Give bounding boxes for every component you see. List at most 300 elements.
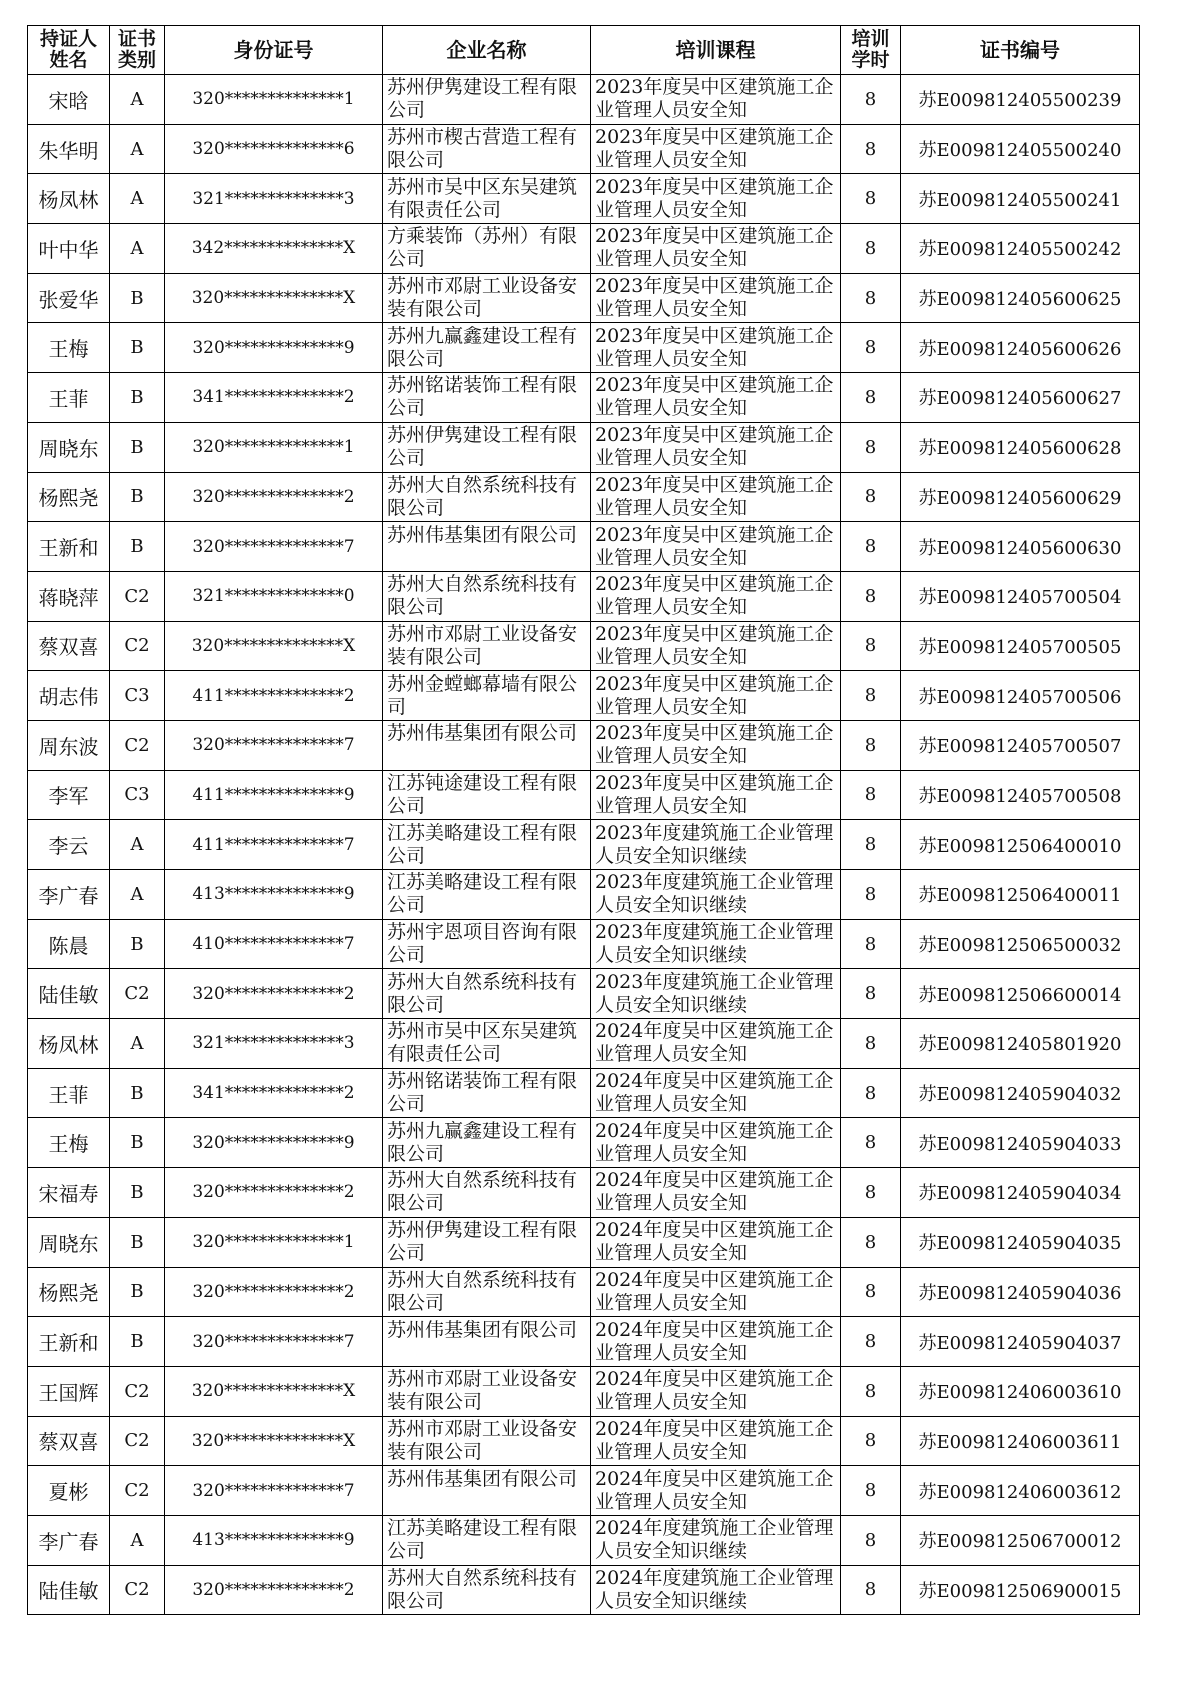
cell-hours: 8 bbox=[841, 919, 901, 969]
table-body bbox=[28, 75, 1140, 1615]
cell-course bbox=[591, 571, 841, 621]
cell-name: 杨熙尧 bbox=[28, 472, 110, 522]
cell-course-text: 2024年度吴中区建筑施工企业管理人员安全知 bbox=[595, 1467, 834, 1513]
cell-category: B bbox=[110, 522, 165, 572]
table-row bbox=[28, 1068, 1140, 1118]
cell-course-text: 2023年度吴中区建筑施工企业管理人员安全知 bbox=[595, 771, 834, 817]
cell-course-text: 2024年度吴中区建筑施工企业管理人员安全知 bbox=[595, 1119, 834, 1165]
cell-company bbox=[383, 75, 591, 125]
cell-course-text: 2024年度吴中区建筑施工企业管理人员安全知 bbox=[595, 1219, 834, 1265]
cell-company bbox=[383, 919, 591, 969]
cell-cert-no: 苏E009812506900015 bbox=[901, 1565, 1140, 1615]
cell-cert-no: 苏E009812405700508 bbox=[901, 770, 1140, 820]
cell-hours: 8 bbox=[841, 1317, 901, 1367]
cell-company bbox=[383, 1416, 591, 1466]
cell-id-number: 320**************7 bbox=[165, 522, 383, 572]
cell-id-number: 413**************9 bbox=[165, 870, 383, 920]
cell-course-text: 2024年度建筑施工企业管理人员安全知识继续 bbox=[595, 1566, 834, 1612]
cell-hours: 8 bbox=[841, 224, 901, 274]
cell-course-text: 2024年度吴中区建筑施工企业管理人员安全知 bbox=[595, 1169, 834, 1215]
cell-category: B bbox=[110, 1217, 165, 1267]
cell-course-text: 2023年度吴中区建筑施工企业管理人员安全知 bbox=[595, 672, 834, 718]
table-row bbox=[28, 720, 1140, 770]
cell-name: 李广春 bbox=[28, 1515, 110, 1565]
cell-category: B bbox=[110, 472, 165, 522]
cell-category: C2 bbox=[110, 571, 165, 621]
cell-id-number: 320**************7 bbox=[165, 1317, 383, 1367]
cell-company bbox=[383, 174, 591, 224]
cell-category: C3 bbox=[110, 770, 165, 820]
cell-company-text: 苏州市邓尉工业设备安装有限公司 bbox=[387, 622, 578, 668]
cell-course-text: 2024年度吴中区建筑施工企业管理人员安全知 bbox=[595, 1318, 834, 1364]
cell-company bbox=[383, 571, 591, 621]
cell-company-text: 江苏美略建设工程有限公司 bbox=[387, 871, 578, 917]
cell-hours: 8 bbox=[841, 820, 901, 870]
cell-id-number: 413**************9 bbox=[165, 1515, 383, 1565]
cell-name: 王菲 bbox=[28, 373, 110, 423]
header-row bbox=[28, 26, 1140, 75]
cell-course bbox=[591, 969, 841, 1019]
cell-name: 王梅 bbox=[28, 1118, 110, 1168]
cell-company-text: 苏州大自然系统科技有限公司 bbox=[387, 970, 578, 1016]
cell-cert-no: 苏E009812506500032 bbox=[901, 919, 1140, 969]
cell-course bbox=[591, 1416, 841, 1466]
cell-id-number: 341**************2 bbox=[165, 1068, 383, 1118]
header-category: 证书 类别 bbox=[110, 26, 165, 75]
cell-category: B bbox=[110, 1267, 165, 1317]
cell-hours: 8 bbox=[841, 1466, 901, 1516]
cell-course-text: 2024年度吴中区建筑施工企业管理人员安全知 bbox=[595, 1417, 834, 1463]
cell-hours: 8 bbox=[841, 671, 901, 721]
cell-company-text: 苏州大自然系统科技有限公司 bbox=[387, 1169, 578, 1215]
cell-hours: 8 bbox=[841, 472, 901, 522]
table-row bbox=[28, 522, 1140, 572]
cell-category: A bbox=[110, 224, 165, 274]
cell-hours: 8 bbox=[841, 1366, 901, 1416]
cell-course bbox=[591, 720, 841, 770]
cell-course-text: 2024年度吴中区建筑施工企业管理人员安全知 bbox=[595, 1020, 834, 1066]
header-id-number: 身份证号 bbox=[165, 26, 383, 75]
cell-company bbox=[383, 522, 591, 572]
cell-course bbox=[591, 1267, 841, 1317]
cell-company-text: 方乘装饰（苏州）有限公司 bbox=[387, 225, 578, 271]
cell-course-text: 2024年度吴中区建筑施工企业管理人员安全知 bbox=[595, 1268, 834, 1314]
cell-hours: 8 bbox=[841, 174, 901, 224]
cell-course bbox=[591, 224, 841, 274]
cell-name: 蔡双喜 bbox=[28, 1416, 110, 1466]
cell-name: 朱华明 bbox=[28, 124, 110, 174]
cell-company-text: 苏州伟基集团有限公司 bbox=[387, 1318, 578, 1341]
cell-cert-no: 苏E009812405600627 bbox=[901, 373, 1140, 423]
cell-company bbox=[383, 1068, 591, 1118]
cell-company bbox=[383, 1118, 591, 1168]
cell-name: 蔡双喜 bbox=[28, 621, 110, 671]
cell-company-text: 苏州伊隽建设工程有限公司 bbox=[387, 1219, 578, 1265]
table-row bbox=[28, 373, 1140, 423]
cell-company-text: 苏州市邓尉工业设备安装有限公司 bbox=[387, 1417, 578, 1463]
cell-name: 周晓东 bbox=[28, 1217, 110, 1267]
cell-company bbox=[383, 273, 591, 323]
cell-id-number: 320**************1 bbox=[165, 1217, 383, 1267]
cell-category: B bbox=[110, 323, 165, 373]
cell-category: A bbox=[110, 124, 165, 174]
table-row bbox=[28, 75, 1140, 125]
cell-hours: 8 bbox=[841, 522, 901, 572]
header-company: 企业名称 bbox=[383, 26, 591, 75]
cell-company-text: 苏州九赢鑫建设工程有限公司 bbox=[387, 324, 578, 370]
cell-cert-no: 苏E009812405904036 bbox=[901, 1267, 1140, 1317]
cell-course bbox=[591, 273, 841, 323]
cell-course-text: 2023年度吴中区建筑施工企业管理人员安全知 bbox=[595, 175, 834, 221]
cell-company-text: 江苏美略建设工程有限公司 bbox=[387, 821, 578, 867]
cell-company-text: 苏州伟基集团有限公司 bbox=[387, 722, 578, 745]
cell-id-number: 411**************9 bbox=[165, 770, 383, 820]
cell-hours: 8 bbox=[841, 323, 901, 373]
cell-company-text: 苏州宇恩项目咨询有限公司 bbox=[387, 921, 578, 967]
cell-cert-no: 苏E009812506700012 bbox=[901, 1515, 1140, 1565]
cell-id-number: 320**************2 bbox=[165, 472, 383, 522]
cell-name: 王梅 bbox=[28, 323, 110, 373]
cell-course bbox=[591, 870, 841, 920]
cell-company-text: 苏州市楔古营造工程有限公司 bbox=[387, 126, 578, 172]
table-row bbox=[28, 1217, 1140, 1267]
table-row bbox=[28, 1118, 1140, 1168]
cell-cert-no: 苏E009812506400011 bbox=[901, 870, 1140, 920]
table-row bbox=[28, 1317, 1140, 1367]
cell-company bbox=[383, 1565, 591, 1615]
cell-id-number: 320**************1 bbox=[165, 75, 383, 125]
cell-company-text: 苏州金螳螂幕墙有限公司 bbox=[387, 672, 578, 718]
cell-cert-no: 苏E009812405600630 bbox=[901, 522, 1140, 572]
cell-course bbox=[591, 1466, 841, 1516]
table-row bbox=[28, 969, 1140, 1019]
cell-cert-no: 苏E009812405600626 bbox=[901, 323, 1140, 373]
table-row bbox=[28, 1515, 1140, 1565]
cell-company bbox=[383, 720, 591, 770]
cell-category: C2 bbox=[110, 1416, 165, 1466]
cell-company bbox=[383, 1168, 591, 1218]
cell-cert-no: 苏E009812405904037 bbox=[901, 1317, 1140, 1367]
cell-hours: 8 bbox=[841, 1267, 901, 1317]
cell-hours: 8 bbox=[841, 1019, 901, 1069]
cell-category: C2 bbox=[110, 1565, 165, 1615]
cell-course-text: 2023年度吴中区建筑施工企业管理人员安全知 bbox=[595, 275, 834, 321]
cell-course-text: 2023年度吴中区建筑施工企业管理人员安全知 bbox=[595, 324, 834, 370]
cell-hours: 8 bbox=[841, 124, 901, 174]
cell-cert-no: 苏E009812405700505 bbox=[901, 621, 1140, 671]
cell-hours: 8 bbox=[841, 75, 901, 125]
cell-course-text: 2023年度吴中区建筑施工企业管理人员安全知 bbox=[595, 722, 834, 768]
cell-name: 陈晨 bbox=[28, 919, 110, 969]
cell-course bbox=[591, 323, 841, 373]
cell-category: C2 bbox=[110, 621, 165, 671]
cell-company bbox=[383, 870, 591, 920]
cell-id-number: 320**************9 bbox=[165, 1118, 383, 1168]
cell-category: C2 bbox=[110, 720, 165, 770]
table-row bbox=[28, 571, 1140, 621]
cell-id-number: 320**************2 bbox=[165, 969, 383, 1019]
cell-hours: 8 bbox=[841, 422, 901, 472]
cell-id-number: 341**************2 bbox=[165, 373, 383, 423]
cell-name: 张爱华 bbox=[28, 273, 110, 323]
cell-category: B bbox=[110, 373, 165, 423]
cell-company bbox=[383, 820, 591, 870]
cell-company bbox=[383, 1217, 591, 1267]
cell-course-text: 2023年度吴中区建筑施工企业管理人员安全知 bbox=[595, 424, 834, 470]
cell-company-text: 苏州市邓尉工业设备安装有限公司 bbox=[387, 275, 578, 321]
cell-cert-no: 苏E009812405700504 bbox=[901, 571, 1140, 621]
cell-company bbox=[383, 1267, 591, 1317]
cell-course bbox=[591, 919, 841, 969]
cell-hours: 8 bbox=[841, 273, 901, 323]
cell-course-text: 2024年度建筑施工企业管理人员安全知识继续 bbox=[595, 1517, 834, 1563]
cell-company bbox=[383, 770, 591, 820]
table-row bbox=[28, 1019, 1140, 1069]
cell-id-number: 320**************7 bbox=[165, 1466, 383, 1516]
cell-name: 王菲 bbox=[28, 1068, 110, 1118]
cell-name: 周东波 bbox=[28, 720, 110, 770]
cell-name: 王新和 bbox=[28, 522, 110, 572]
cell-company bbox=[383, 224, 591, 274]
cell-name: 王新和 bbox=[28, 1317, 110, 1367]
cell-course-text: 2023年度吴中区建筑施工企业管理人员安全知 bbox=[595, 225, 834, 271]
cell-company-text: 江苏钝途建设工程有限公司 bbox=[387, 771, 578, 817]
table-row bbox=[28, 1565, 1140, 1615]
cell-name: 李云 bbox=[28, 820, 110, 870]
table-row bbox=[28, 621, 1140, 671]
cell-course bbox=[591, 820, 841, 870]
table-row bbox=[28, 273, 1140, 323]
cell-name: 杨凤林 bbox=[28, 174, 110, 224]
cell-course bbox=[591, 1565, 841, 1615]
cell-hours: 8 bbox=[841, 969, 901, 1019]
cell-name: 陆佳敏 bbox=[28, 1565, 110, 1615]
cell-name: 胡志伟 bbox=[28, 671, 110, 721]
cell-cert-no: 苏E009812405600628 bbox=[901, 422, 1140, 472]
cell-category: A bbox=[110, 870, 165, 920]
cell-id-number: 320**************1 bbox=[165, 422, 383, 472]
table-row bbox=[28, 174, 1140, 224]
cell-name: 叶中华 bbox=[28, 224, 110, 274]
cell-category: B bbox=[110, 1168, 165, 1218]
cell-company-text: 苏州大自然系统科技有限公司 bbox=[387, 573, 578, 619]
cell-hours: 8 bbox=[841, 1565, 901, 1615]
cell-hours: 8 bbox=[841, 1416, 901, 1466]
cell-category: B bbox=[110, 1317, 165, 1367]
cell-course-text: 2023年度吴中区建筑施工企业管理人员安全知 bbox=[595, 126, 834, 172]
cell-course bbox=[591, 1019, 841, 1069]
table-row bbox=[28, 770, 1140, 820]
cell-cert-no: 苏E009812405904033 bbox=[901, 1118, 1140, 1168]
cell-company bbox=[383, 373, 591, 423]
cell-course-text: 2023年度吴中区建筑施工企业管理人员安全知 bbox=[595, 573, 834, 619]
table-row bbox=[28, 671, 1140, 721]
cell-hours: 8 bbox=[841, 1168, 901, 1218]
cell-id-number: 320**************9 bbox=[165, 323, 383, 373]
cell-course bbox=[591, 1317, 841, 1367]
cell-company-text: 苏州市吴中区东吴建筑有限责任公司 bbox=[387, 175, 578, 221]
cell-name: 陆佳敏 bbox=[28, 969, 110, 1019]
cell-company bbox=[383, 1466, 591, 1516]
cell-hours: 8 bbox=[841, 870, 901, 920]
cell-course bbox=[591, 770, 841, 820]
cell-hours: 8 bbox=[841, 1068, 901, 1118]
cell-id-number: 320**************6 bbox=[165, 124, 383, 174]
table-row bbox=[28, 224, 1140, 274]
table-row bbox=[28, 1366, 1140, 1416]
cell-company bbox=[383, 472, 591, 522]
cell-id-number: 320**************X bbox=[165, 1366, 383, 1416]
cell-name: 宋晗 bbox=[28, 75, 110, 125]
cell-company-text: 苏州铭诺装饰工程有限公司 bbox=[387, 374, 578, 420]
cell-course bbox=[591, 621, 841, 671]
cell-id-number: 411**************2 bbox=[165, 671, 383, 721]
cell-cert-no: 苏E009812405600625 bbox=[901, 273, 1140, 323]
cell-company-text: 苏州铭诺装饰工程有限公司 bbox=[387, 1070, 578, 1116]
cell-course-text: 2023年度吴中区建筑施工企业管理人员安全知 bbox=[595, 473, 834, 519]
cell-company-text: 苏州九赢鑫建设工程有限公司 bbox=[387, 1119, 578, 1165]
cell-company bbox=[383, 621, 591, 671]
table-row bbox=[28, 1267, 1140, 1317]
table-row bbox=[28, 124, 1140, 174]
table-row bbox=[28, 1416, 1140, 1466]
cell-hours: 8 bbox=[841, 1118, 901, 1168]
table-row bbox=[28, 870, 1140, 920]
cell-company-text: 苏州市吴中区东吴建筑有限责任公司 bbox=[387, 1020, 578, 1066]
cell-course bbox=[591, 124, 841, 174]
header-hours: 培训 学时 bbox=[841, 26, 901, 75]
cell-id-number: 320**************X bbox=[165, 1416, 383, 1466]
cell-category: B bbox=[110, 1118, 165, 1168]
cell-category: B bbox=[110, 1068, 165, 1118]
cell-id-number: 411**************7 bbox=[165, 820, 383, 870]
cell-cert-no: 苏E009812406003612 bbox=[901, 1466, 1140, 1516]
cell-name: 杨凤林 bbox=[28, 1019, 110, 1069]
cell-cert-no: 苏E009812405700506 bbox=[901, 671, 1140, 721]
cell-name: 李广春 bbox=[28, 870, 110, 920]
cell-cert-no: 苏E009812506400010 bbox=[901, 820, 1140, 870]
cell-name: 宋福寿 bbox=[28, 1168, 110, 1218]
cell-hours: 8 bbox=[841, 373, 901, 423]
table-row bbox=[28, 919, 1140, 969]
cell-id-number: 320**************X bbox=[165, 621, 383, 671]
cell-category: B bbox=[110, 919, 165, 969]
cell-company-text: 苏州伊隽建设工程有限公司 bbox=[387, 76, 578, 122]
cell-company-text: 苏州伟基集团有限公司 bbox=[387, 523, 578, 546]
cell-name: 夏彬 bbox=[28, 1466, 110, 1516]
cell-company-text: 江苏美略建设工程有限公司 bbox=[387, 1517, 578, 1563]
cell-company-text: 苏州大自然系统科技有限公司 bbox=[387, 1566, 578, 1612]
cell-cert-no: 苏E009812405801920 bbox=[901, 1019, 1140, 1069]
cell-name: 蒋晓萍 bbox=[28, 571, 110, 621]
cell-id-number: 320**************2 bbox=[165, 1267, 383, 1317]
cell-id-number: 321**************3 bbox=[165, 174, 383, 224]
cell-course bbox=[591, 1168, 841, 1218]
cell-id-number: 321**************3 bbox=[165, 1019, 383, 1069]
cell-course bbox=[591, 1118, 841, 1168]
cell-id-number: 320**************2 bbox=[165, 1168, 383, 1218]
cell-category: B bbox=[110, 273, 165, 323]
cell-company bbox=[383, 323, 591, 373]
cell-category: C3 bbox=[110, 671, 165, 721]
cell-course bbox=[591, 75, 841, 125]
table-row bbox=[28, 472, 1140, 522]
cell-course-text: 2023年度吴中区建筑施工企业管理人员安全知 bbox=[595, 76, 834, 122]
cell-course-text: 2023年度吴中区建筑施工企业管理人员安全知 bbox=[595, 374, 834, 420]
cell-category: B bbox=[110, 422, 165, 472]
cell-course bbox=[591, 671, 841, 721]
cell-course bbox=[591, 1068, 841, 1118]
cell-category: A bbox=[110, 1019, 165, 1069]
cell-course-text: 2023年度建筑施工企业管理人员安全知识继续 bbox=[595, 821, 834, 867]
cell-cert-no: 苏E009812405904034 bbox=[901, 1168, 1140, 1218]
cell-category: A bbox=[110, 75, 165, 125]
cell-course-text: 2024年度吴中区建筑施工企业管理人员安全知 bbox=[595, 1368, 834, 1414]
cell-cert-no: 苏E009812406003610 bbox=[901, 1366, 1140, 1416]
cell-hours: 8 bbox=[841, 770, 901, 820]
cell-course bbox=[591, 422, 841, 472]
cell-id-number: 320**************7 bbox=[165, 720, 383, 770]
table-row bbox=[28, 1466, 1140, 1516]
cell-cert-no: 苏E009812405500240 bbox=[901, 124, 1140, 174]
cell-id-number: 320**************X bbox=[165, 273, 383, 323]
cell-hours: 8 bbox=[841, 720, 901, 770]
table-row bbox=[28, 323, 1140, 373]
cell-id-number: 410**************7 bbox=[165, 919, 383, 969]
cell-category: C2 bbox=[110, 969, 165, 1019]
cell-company bbox=[383, 969, 591, 1019]
cell-course-text: 2023年度吴中区建筑施工企业管理人员安全知 bbox=[595, 523, 834, 569]
cell-category: C2 bbox=[110, 1366, 165, 1416]
table-row bbox=[28, 422, 1140, 472]
certificate-table-sheet bbox=[27, 25, 1139, 1615]
cell-company bbox=[383, 1515, 591, 1565]
table-row bbox=[28, 1168, 1140, 1218]
cell-cert-no: 苏E009812405500242 bbox=[901, 224, 1140, 274]
cell-cert-no: 苏E009812405500239 bbox=[901, 75, 1140, 125]
table-row bbox=[28, 820, 1140, 870]
cell-cert-no: 苏E009812506600014 bbox=[901, 969, 1140, 1019]
cell-id-number: 320**************2 bbox=[165, 1565, 383, 1615]
cell-company-text: 苏州市邓尉工业设备安装有限公司 bbox=[387, 1368, 578, 1414]
cell-name: 李军 bbox=[28, 770, 110, 820]
cell-id-number: 321**************0 bbox=[165, 571, 383, 621]
cell-company bbox=[383, 1366, 591, 1416]
cell-course bbox=[591, 472, 841, 522]
cell-course bbox=[591, 1217, 841, 1267]
cell-name: 杨熙尧 bbox=[28, 1267, 110, 1317]
cell-company-text: 苏州大自然系统科技有限公司 bbox=[387, 1268, 578, 1314]
cell-company bbox=[383, 1317, 591, 1367]
cell-hours: 8 bbox=[841, 1515, 901, 1565]
header-name: 持证人 姓名 bbox=[28, 26, 110, 75]
cell-course-text: 2023年度建筑施工企业管理人员安全知识继续 bbox=[595, 871, 834, 917]
cell-company-text: 苏州伊隽建设工程有限公司 bbox=[387, 424, 578, 470]
cell-course-text: 2024年度吴中区建筑施工企业管理人员安全知 bbox=[595, 1070, 834, 1116]
cell-course-text: 2023年度建筑施工企业管理人员安全知识继续 bbox=[595, 921, 834, 967]
header-course: 培训课程 bbox=[591, 26, 841, 75]
cell-company bbox=[383, 124, 591, 174]
cell-company bbox=[383, 422, 591, 472]
cell-company-text: 苏州大自然系统科技有限公司 bbox=[387, 473, 578, 519]
certificate-table bbox=[27, 25, 1140, 1615]
header-cert-no: 证书编号 bbox=[901, 26, 1140, 75]
cell-course-text: 2023年度建筑施工企业管理人员安全知识继续 bbox=[595, 970, 834, 1016]
cell-category: C2 bbox=[110, 1466, 165, 1516]
cell-course bbox=[591, 522, 841, 572]
cell-cert-no: 苏E009812405600629 bbox=[901, 472, 1140, 522]
cell-company-text: 苏州伟基集团有限公司 bbox=[387, 1467, 578, 1490]
